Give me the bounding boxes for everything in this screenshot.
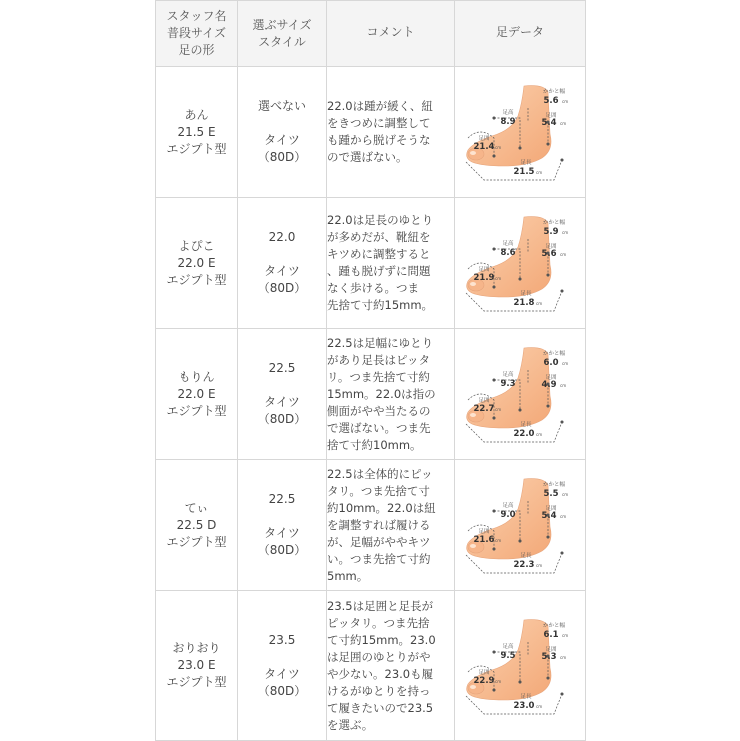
- staff-size-table: [155, 0, 586, 741]
- heel-width-value: 6.1: [543, 629, 559, 640]
- instep-label: 足高: [502, 643, 514, 650]
- girth-value: 21.6: [473, 535, 495, 545]
- arch-label: 足囲: [545, 244, 557, 250]
- chosen-size: 22.0: [268, 230, 296, 244]
- arch-label: 足囲: [545, 375, 557, 381]
- length-unit: cm: [536, 563, 543, 568]
- usual-size: 22.0 E: [177, 255, 216, 270]
- comment-line: が多めだが、靴紐を: [327, 230, 431, 244]
- girth-unit: cm: [495, 538, 502, 543]
- table-row: [156, 460, 586, 591]
- girth-label: 足囲: [478, 398, 490, 404]
- foot-data-cell: [455, 460, 586, 591]
- size-cell: [238, 591, 327, 741]
- girth-label: 足囲: [478, 267, 490, 273]
- heel-width-value: 5.5: [543, 489, 559, 499]
- heel-width-value: 6.0: [543, 358, 559, 368]
- length-unit: cm: [536, 703, 543, 709]
- instep-value: 9.0: [500, 510, 516, 520]
- foot-diagram: [458, 213, 582, 313]
- comment-line: も踵から脱げそうな: [327, 133, 431, 147]
- comment-line: が、足幅がややキツ: [327, 534, 431, 549]
- comment-line: タリ。つま先捨て寸: [327, 483, 430, 498]
- arch-value: 5.6: [541, 249, 557, 259]
- comment-line: 23.5は足囲と足長が: [327, 598, 434, 613]
- chosen-size: 選べない: [257, 99, 306, 113]
- heel-width-value: 5.6: [543, 96, 559, 106]
- foot-diagram: [458, 344, 582, 444]
- comment-line: て寸約15mm。23.0: [327, 632, 436, 647]
- arch-label: 足囲: [545, 113, 557, 119]
- size-cell: [238, 198, 327, 329]
- heel-width-label: かかと幅: [542, 482, 566, 488]
- usual-size: 22.5 D: [176, 517, 217, 532]
- foot-diagram: [458, 82, 582, 182]
- comment-line: 先捨て寸約15mm。: [327, 298, 434, 312]
- heel-width-label: かかと幅: [542, 622, 566, 629]
- length-unit: cm: [536, 301, 543, 306]
- comment-cell: [327, 591, 455, 741]
- length-label: 足長: [520, 693, 532, 700]
- arch-unit: cm: [560, 121, 567, 126]
- girth-label: 足囲: [478, 136, 490, 142]
- size-cell: [238, 67, 327, 198]
- chosen-size: 22.5: [268, 492, 296, 506]
- arch-unit: cm: [560, 252, 567, 257]
- header-size: 選ぶサイズ スタイル: [238, 1, 327, 67]
- comment-line: ので選ばない。: [327, 150, 408, 164]
- comment-line: 22.0は踵が緩く、紐: [327, 99, 433, 113]
- staff-name: てぃ: [184, 500, 209, 515]
- length-label: 足長: [520, 553, 532, 559]
- instep-value: 8.9: [500, 117, 516, 127]
- staff-name: もりん: [178, 369, 215, 384]
- comment-line: をきつめに調整して: [327, 116, 431, 130]
- style-denier: （80D）: [257, 683, 307, 698]
- staff-cell: [156, 591, 238, 741]
- usual-size: 22.0 E: [177, 386, 216, 401]
- comment-cell: [327, 198, 455, 329]
- heel-width-unit: cm: [562, 230, 569, 235]
- comment-line: 捨て寸約10mm。: [327, 437, 422, 452]
- usual-size: 23.0 E: [177, 658, 216, 672]
- foot-diagram: [458, 616, 582, 716]
- comment-cell: [327, 67, 455, 198]
- comment-line: 22.5は足幅にゆとり: [327, 335, 434, 350]
- style-name: タイツ: [264, 264, 300, 278]
- comment-cell: [327, 460, 455, 591]
- arch-value: 5.4: [541, 511, 557, 521]
- staff-name: おりおり: [172, 641, 221, 655]
- length-label: 足長: [520, 422, 532, 428]
- comment-line: を調整すれば履ける: [327, 517, 431, 532]
- comment-line: キツめに調整すると: [327, 247, 431, 261]
- arch-unit: cm: [560, 383, 567, 388]
- length-unit: cm: [536, 432, 543, 437]
- length-value: 22.0: [513, 429, 535, 439]
- foot-data-cell: [455, 67, 586, 198]
- arch-value: 4.9: [541, 380, 557, 390]
- comment-line: て履きたいので23.5: [327, 700, 434, 715]
- comment-line: 15mm。22.0は指の: [327, 386, 436, 401]
- arch-unit: cm: [560, 514, 567, 519]
- comment-line: 約10mm。22.0は紐: [327, 500, 436, 515]
- length-label: 足長: [520, 160, 532, 166]
- comment-line: や少ない。23.0も履: [327, 666, 434, 681]
- comment-line: 、踵も脱げずに問題: [327, 264, 431, 278]
- header-staff: スタッフ名 普段サイズ 足の形: [156, 1, 238, 67]
- table-row: [156, 591, 586, 741]
- usual-size: 21.5 E: [177, 124, 216, 139]
- girth-value: 22.7: [473, 404, 495, 414]
- staff-name: あん: [184, 107, 209, 122]
- size-cell: [238, 460, 327, 591]
- staff-name: よぴこ: [178, 238, 215, 253]
- comment-cell: [327, 329, 455, 460]
- foot-diagram: [458, 475, 582, 575]
- heel-width-label: かかと幅: [542, 220, 566, 226]
- style-name: タイツ: [264, 526, 300, 540]
- girth-label: 足囲: [478, 669, 490, 676]
- instep-value: 8.6: [500, 248, 516, 258]
- heel-width-unit: cm: [562, 361, 569, 366]
- comment-line: があり足長はピッタ: [327, 352, 431, 367]
- length-unit: cm: [536, 170, 543, 175]
- chosen-size: 23.5: [268, 632, 296, 647]
- comment-line: 22.0は足長のゆとり: [327, 213, 434, 227]
- foot-shape: エジプト型: [166, 403, 227, 418]
- staff-cell: [156, 329, 238, 460]
- comment-line: けるがゆとりを持っ: [327, 683, 431, 698]
- style-denier: （80D）: [257, 150, 307, 164]
- style-denier: （80D）: [257, 412, 307, 426]
- comment-line: 5mm。: [327, 568, 369, 583]
- header-foot: 足データ: [455, 1, 586, 67]
- heel-width-label: かかと幅: [542, 351, 566, 357]
- table-row: [156, 67, 586, 198]
- staff-cell: [156, 460, 238, 591]
- size-cell: [238, 329, 327, 460]
- foot-shape: エジプト型: [166, 675, 227, 689]
- foot-shape: エジプト型: [166, 534, 227, 549]
- style-name: タイツ: [264, 133, 300, 147]
- style-denier: （80D）: [257, 281, 307, 295]
- heel-width-unit: cm: [562, 492, 569, 497]
- foot-data-cell: [455, 591, 586, 741]
- girth-unit: cm: [495, 407, 502, 412]
- table-row: [156, 329, 586, 460]
- comment-line: い。つま先捨て寸約: [327, 551, 431, 566]
- instep-value: 9.3: [500, 379, 516, 389]
- comment-line: を選ぶ。: [327, 717, 374, 732]
- header-row: [156, 1, 586, 67]
- arch-value: 5.3: [541, 651, 557, 662]
- staff-cell: [156, 67, 238, 198]
- comment-line: ピッタリ。つま先捨: [327, 615, 430, 630]
- style-denier: （80D）: [257, 543, 307, 557]
- length-value: 22.3: [513, 560, 535, 570]
- length-value: 21.5: [513, 167, 535, 177]
- heel-width-value: 5.9: [543, 227, 559, 237]
- heel-width-unit: cm: [562, 99, 569, 104]
- heel-width-unit: cm: [562, 632, 569, 638]
- instep-label: 足高: [502, 503, 514, 509]
- chosen-size: 22.5: [268, 361, 296, 375]
- instep-value: 9.5: [500, 650, 516, 661]
- girth-value: 21.9: [473, 273, 495, 283]
- staff-cell: [156, 198, 238, 329]
- foot-shape: エジプト型: [166, 272, 227, 287]
- comment-line: で選ばない。つま先: [327, 420, 431, 435]
- style-name: タイツ: [264, 395, 300, 409]
- arch-value: 5.4: [541, 118, 557, 128]
- instep-label: 足高: [502, 241, 514, 247]
- girth-unit: cm: [495, 678, 502, 684]
- table-row: [156, 198, 586, 329]
- instep-label: 足高: [502, 372, 514, 378]
- length-value: 21.8: [513, 298, 535, 308]
- girth-unit: cm: [495, 276, 502, 281]
- comment-line: 22.5は全体的にピッ: [327, 466, 433, 481]
- arch-label: 足囲: [545, 506, 557, 512]
- girth-value: 21.4: [473, 142, 495, 152]
- foot-data-cell: [455, 329, 586, 460]
- girth-label: 足囲: [478, 529, 490, 535]
- length-label: 足長: [520, 291, 532, 297]
- girth-unit: cm: [495, 145, 502, 150]
- comment-line: は足囲のゆとりがや: [327, 649, 431, 664]
- girth-value: 22.9: [473, 675, 495, 686]
- comment-line: 側面がやや当たるの: [327, 403, 431, 418]
- heel-width-label: かかと幅: [542, 89, 566, 95]
- comment-line: リ。つま先捨て寸約: [327, 369, 430, 384]
- arch-unit: cm: [560, 654, 567, 660]
- comment-line: なく歩ける。つま: [327, 281, 419, 295]
- arch-label: 足囲: [545, 646, 557, 653]
- header-comment: コメント: [327, 1, 455, 67]
- foot-data-cell: [455, 198, 586, 329]
- length-value: 23.0: [513, 700, 535, 711]
- foot-shape: エジプト型: [166, 141, 227, 156]
- style-name: タイツ: [264, 666, 300, 681]
- instep-label: 足高: [502, 110, 514, 116]
